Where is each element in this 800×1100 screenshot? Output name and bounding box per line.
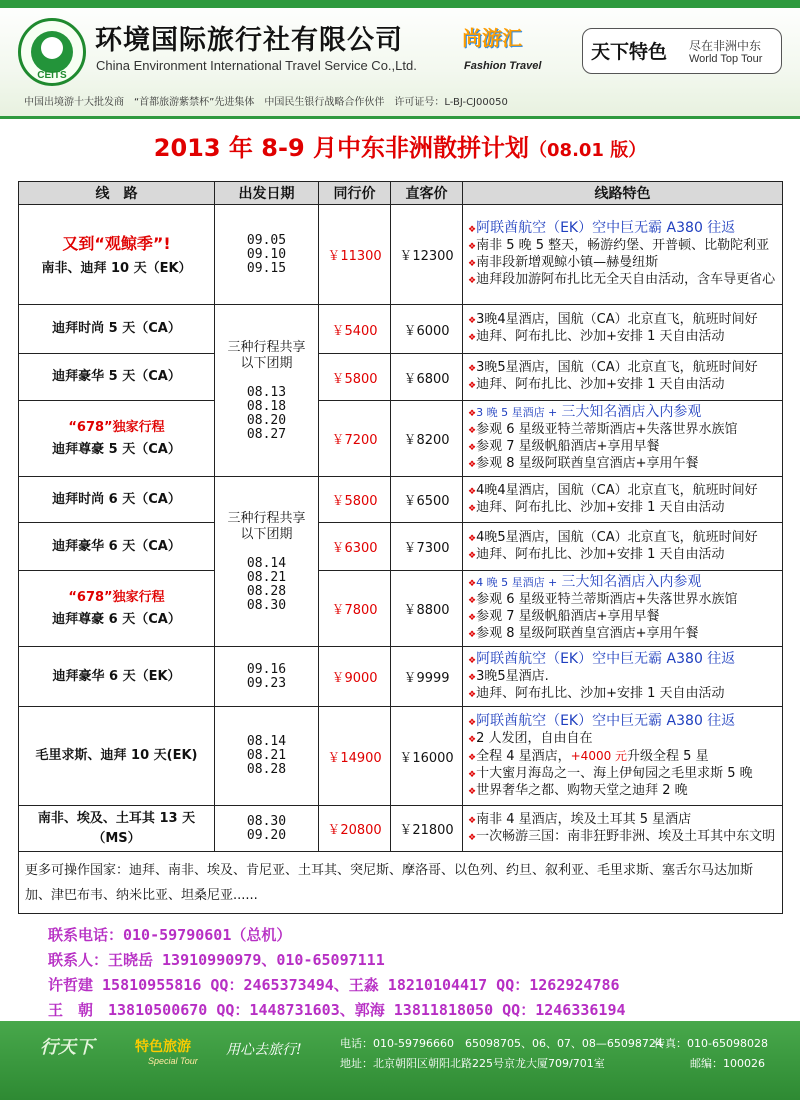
trade-price: ￥20800 (319, 806, 391, 852)
route-tag-suffix: 独家行程 (112, 589, 165, 605)
route-cell (19, 571, 215, 647)
trade-price: ￥5800 (319, 477, 391, 523)
feature-line: ❖ 南非段新增观鲸小镇—赫曼纽斯 (468, 255, 782, 272)
feature-line: ❖ 3晚4星酒店，国航（CA）北京直飞，航班时间好 (468, 312, 782, 329)
table-row (19, 205, 783, 305)
trade-price: ￥5400 (319, 305, 391, 354)
feature-head-big: 三大知名酒店入内参观 (561, 574, 702, 590)
feature-line: ❖ 阿联酋航空（EK）空中巨无霸 A380 往返 (468, 651, 782, 669)
direct-price: ￥6500 (391, 477, 463, 523)
col-header-features: 线路特色 (463, 182, 783, 205)
route-name: 迪拜时尚 5 天（CA） (19, 305, 215, 354)
col-header-direct-price: 直客价 (391, 182, 463, 205)
table-row (19, 571, 783, 647)
feature-line: ❖ 迪拜、阿布扎比、沙加+安排 1 天自由活动 (468, 547, 782, 564)
direct-price: ￥8200 (391, 401, 463, 477)
dates-cell (215, 707, 319, 806)
feature-line: ❖ 参观 6 星级亚特兰蒂斯酒店+失落世界水族馆 (468, 422, 782, 439)
col-header-route: 线 路 (19, 182, 215, 205)
date: 09.20 (246, 827, 287, 843)
direct-price: ￥8800 (391, 571, 463, 647)
features-cell (463, 354, 783, 401)
feature-line: ❖ 参观 8 星级阿联酋皇宫酒店+享用午餐 (468, 456, 782, 473)
direct-price: ￥6800 (391, 354, 463, 401)
dates-cell (215, 647, 319, 707)
direct-price: ￥7300 (391, 523, 463, 571)
features-cell (463, 707, 783, 806)
route-name: 迪拜豪华 5 天（CA） (19, 354, 215, 401)
brand-en: Fashion Travel (464, 60, 542, 72)
trade-price: ￥5800 (319, 354, 391, 401)
contact-name: 王 朝 (48, 1001, 94, 1019)
trade-price: ￥11300 (319, 205, 391, 305)
title-version: （08.01 版） (529, 140, 647, 161)
table-row (19, 305, 783, 354)
trade-price: ￥7200 (319, 401, 391, 477)
dates-cell (215, 205, 319, 305)
feature-line: ❖ 3晚5星酒店，国航（CA）北京直飞，航班时间好 (468, 360, 782, 377)
footer-logo-1: 行天下 (40, 1037, 94, 1058)
badge-slogan-en: World Top Tour (689, 53, 763, 65)
route-tag: “678” (68, 589, 113, 605)
trade-price: ￥9000 (319, 647, 391, 707)
feature-line: ❖ 参观 6 星级亚特兰蒂斯酒店+失落世界水族馆 (468, 592, 782, 609)
feature-line: ❖ 3晚5星酒店. (468, 669, 782, 686)
feature-line: ❖ 参观 7 星级帆船酒店+享用早餐 (468, 609, 782, 626)
direct-price: ￥9999 (391, 647, 463, 707)
footer-phone: 电话：010-59796660 65098705、06、07、08—65098724 (340, 1037, 663, 1050)
trade-price: ￥7800 (319, 571, 391, 647)
route-name: 毛里求斯、迪拜 10 天(EK) (19, 707, 215, 806)
features-cell (463, 647, 783, 707)
route-name: 迪拜豪华 6 天（CA） (19, 523, 215, 571)
feature-line: ❖ 十大蜜月海岛之一、海上伊甸园之毛里求斯 5 晚 (468, 766, 782, 783)
route-cell (19, 401, 215, 477)
feature-line: ❖ 迪拜段加游阿布扎比无全天自由活动，含车导更省心 (468, 272, 782, 289)
feature-line: ❖ 阿联酋航空（EK）空中巨无霸 A380 往返 (468, 713, 782, 731)
trade-price: ￥6300 (319, 523, 391, 571)
more-countries-row (19, 852, 783, 914)
footer (0, 1021, 800, 1100)
features-cell (463, 806, 783, 852)
route-tag: 又到“观鲸季”! (62, 233, 171, 253)
feature-line: ❖ 阿联酋航空（EK）空中巨无霸 A380 往返 (468, 220, 782, 238)
fashion-travel-logo (462, 22, 544, 82)
header-divider (0, 116, 800, 119)
contact-phone: 联系电话：010-59790601（总机） (48, 926, 292, 944)
route-name: 南非、埃及、土耳其 13 天（MS） (19, 806, 215, 852)
feature-head-small: 3 晚 5 星酒店 + (476, 406, 558, 419)
feature-line: ❖ 迪拜、阿布扎比、沙加+安排 1 天自由活动 (468, 500, 782, 517)
feature-line: ❖ 4晚5星酒店，国航（CA）北京直飞，航班时间好 (468, 530, 782, 547)
feature-line: ❖ 迪拜、阿布扎比、沙加+安排 1 天自由活动 (468, 329, 782, 346)
date: 08.28 (246, 762, 287, 777)
company-name-en: China Environment International Travel Service Co.,Ltd. (96, 58, 417, 73)
footer-fax: 传真：010-65098028 (654, 1037, 768, 1050)
direct-price: ￥12300 (391, 205, 463, 305)
shared-dates-cell (215, 477, 319, 647)
date: 09.05 (246, 232, 287, 248)
route-name: 南非、迪拜 10 天（EK） (41, 260, 192, 276)
table-row (19, 707, 783, 806)
more-countries: 更多可操作国家：迪拜、南非、埃及、肯尼亚、土耳其、突尼斯、摩洛哥、以色列、约旦、叙利亚、毛里求斯、塞舌尔马达加斯加、津巴布韦、纳米比亚、坦桑尼亚...... (19, 852, 783, 914)
features-cell (463, 401, 783, 477)
route-tag-suffix: 独家行程 (112, 419, 165, 435)
contact-line-4 (48, 998, 626, 1023)
feature-line: ❖ 2 人发团，自由自在 (468, 731, 782, 748)
footer-slogan: 用心去旅行! (226, 1042, 302, 1058)
date: 08.30 (246, 597, 287, 613)
route-cell (19, 205, 215, 305)
date: 09.15 (246, 260, 287, 276)
footer-logo-2-en: Special Tour (148, 1056, 198, 1066)
date: 08.14 (246, 734, 287, 749)
badge-title: 天下特色 (591, 41, 668, 63)
route-tag: “678” (68, 419, 113, 435)
contact-details: 13810500670 QQ：1448731603、郭海 13811818050 QQ：1246336194 (108, 1001, 626, 1019)
direct-price: ￥16000 (391, 707, 463, 806)
feature-line: ❖ 4晚4星酒店，国航（CA）北京直飞，航班时间好 (468, 483, 782, 500)
features-cell (463, 477, 783, 523)
route-name: 迪拜时尚 6 天（CA） (19, 477, 215, 523)
upgrade-price: +4000 元 (570, 748, 628, 763)
feature-head-small: 4 晚 5 星酒店 + (476, 576, 558, 589)
world-top-tour-badge (582, 28, 782, 74)
date: 09.23 (246, 675, 287, 691)
trade-price: ￥14900 (319, 707, 391, 806)
credentials-line: 中国出境游十大批发商 “首都旅游紫禁杯”先进集体 中国民生银行战略合作伙伴 许可证号：L-BJ-CJ00050 (24, 97, 508, 108)
contact-line-3: 许哲建 15810955816 QQ：2465373494、王淼 18210104417 QQ：1262924786 (48, 976, 620, 994)
badge-slogan-cn: 尽在非洲中东 (689, 39, 762, 53)
date: 08.30 (246, 813, 287, 829)
direct-price: ￥21800 (391, 806, 463, 852)
brand-cn: 尚游汇 (462, 26, 522, 50)
shared-dates-label: 三种行程共享以下团期 (227, 510, 306, 542)
feature-line: ❖ 一次畅游三国：南非狂野非洲、埃及土耳其中东文明 (468, 829, 782, 846)
table-row (19, 647, 783, 707)
shared-dates-label: 三种行程共享以下团期 (227, 339, 306, 371)
table-row (19, 477, 783, 523)
footer-zip: 邮编：100026 (690, 1057, 765, 1070)
header (0, 0, 800, 118)
feature-line: ❖ 参观 8 星级阿联酋皇宫酒店+享用午餐 (468, 626, 782, 643)
table-row (19, 523, 783, 571)
table-row (19, 806, 783, 852)
date: 08.28 (246, 583, 287, 599)
feature-line: ❖ 参观 7 星级帆船酒店+享用早餐 (468, 439, 782, 456)
upgrade-text: 升级全程 5 星 (627, 748, 709, 764)
table-row (19, 401, 783, 477)
footer-address: 地址：北京朝阳区朝阳北路225号京龙大厦709/701室 (340, 1057, 605, 1070)
feature-head-big: 三大知名酒店入内参观 (561, 404, 702, 420)
date: 09.10 (246, 246, 287, 262)
feature-line: ❖ 迪拜、阿布扎比、沙加+安排 1 天自由活动 (468, 686, 782, 703)
header-top-bar (0, 0, 800, 8)
date: 09.16 (246, 661, 287, 677)
feature-line: ❖ 南非 5 晚 5 整天，畅游约堡、开普顿、比勒陀利亚 (468, 238, 782, 255)
date: 08.27 (246, 426, 287, 442)
company-name-cn: 环境国际旅行社有限公司 (95, 25, 403, 56)
shared-dates-cell (215, 305, 319, 477)
route-name: 迪拜尊豪 5 天（CA） (52, 441, 181, 457)
table-row (19, 354, 783, 401)
date: 08.21 (246, 569, 287, 585)
dates-cell (215, 806, 319, 852)
date: 08.14 (246, 555, 287, 571)
route-name: 迪拜尊豪 6 天（CA） (52, 611, 181, 627)
contacts-block (48, 923, 626, 1023)
date: 08.21 (246, 748, 287, 763)
col-header-trade-price: 同行价 (319, 182, 391, 205)
title-main: 2013 年 8-9 月中东非洲散拼计划 (153, 134, 530, 162)
date: 08.18 (246, 398, 287, 414)
itinerary-table (18, 181, 783, 914)
features-cell (463, 305, 783, 354)
logo-abbr: CEITS (37, 70, 67, 81)
date: 08.13 (246, 384, 287, 400)
contact-person: 联系人：王晓岳 13910990979、010-65097111 (48, 951, 385, 969)
features-cell (463, 205, 783, 305)
feature-line: ❖ 迪拜、阿布扎比、沙加+安排 1 天自由活动 (468, 377, 782, 394)
features-cell (463, 523, 783, 571)
route-name: 迪拜豪华 6 天（EK） (19, 647, 215, 707)
table-header-row (19, 182, 783, 205)
page-title (0, 128, 800, 163)
feature-line: ❖ 南非 4 星酒店，埃及土耳其 5 星酒店 (468, 812, 782, 829)
feature-line: 全程 4 星酒店， (476, 748, 571, 764)
date: 08.20 (246, 412, 287, 428)
footer-logo-2: 特色旅游 (135, 1039, 191, 1055)
direct-price: ￥6000 (391, 305, 463, 354)
features-cell (463, 571, 783, 647)
feature-line: ❖ 世界奢华之都、购物天堂之迪拜 2 晚 (468, 783, 782, 800)
col-header-dates: 出发日期 (215, 182, 319, 205)
